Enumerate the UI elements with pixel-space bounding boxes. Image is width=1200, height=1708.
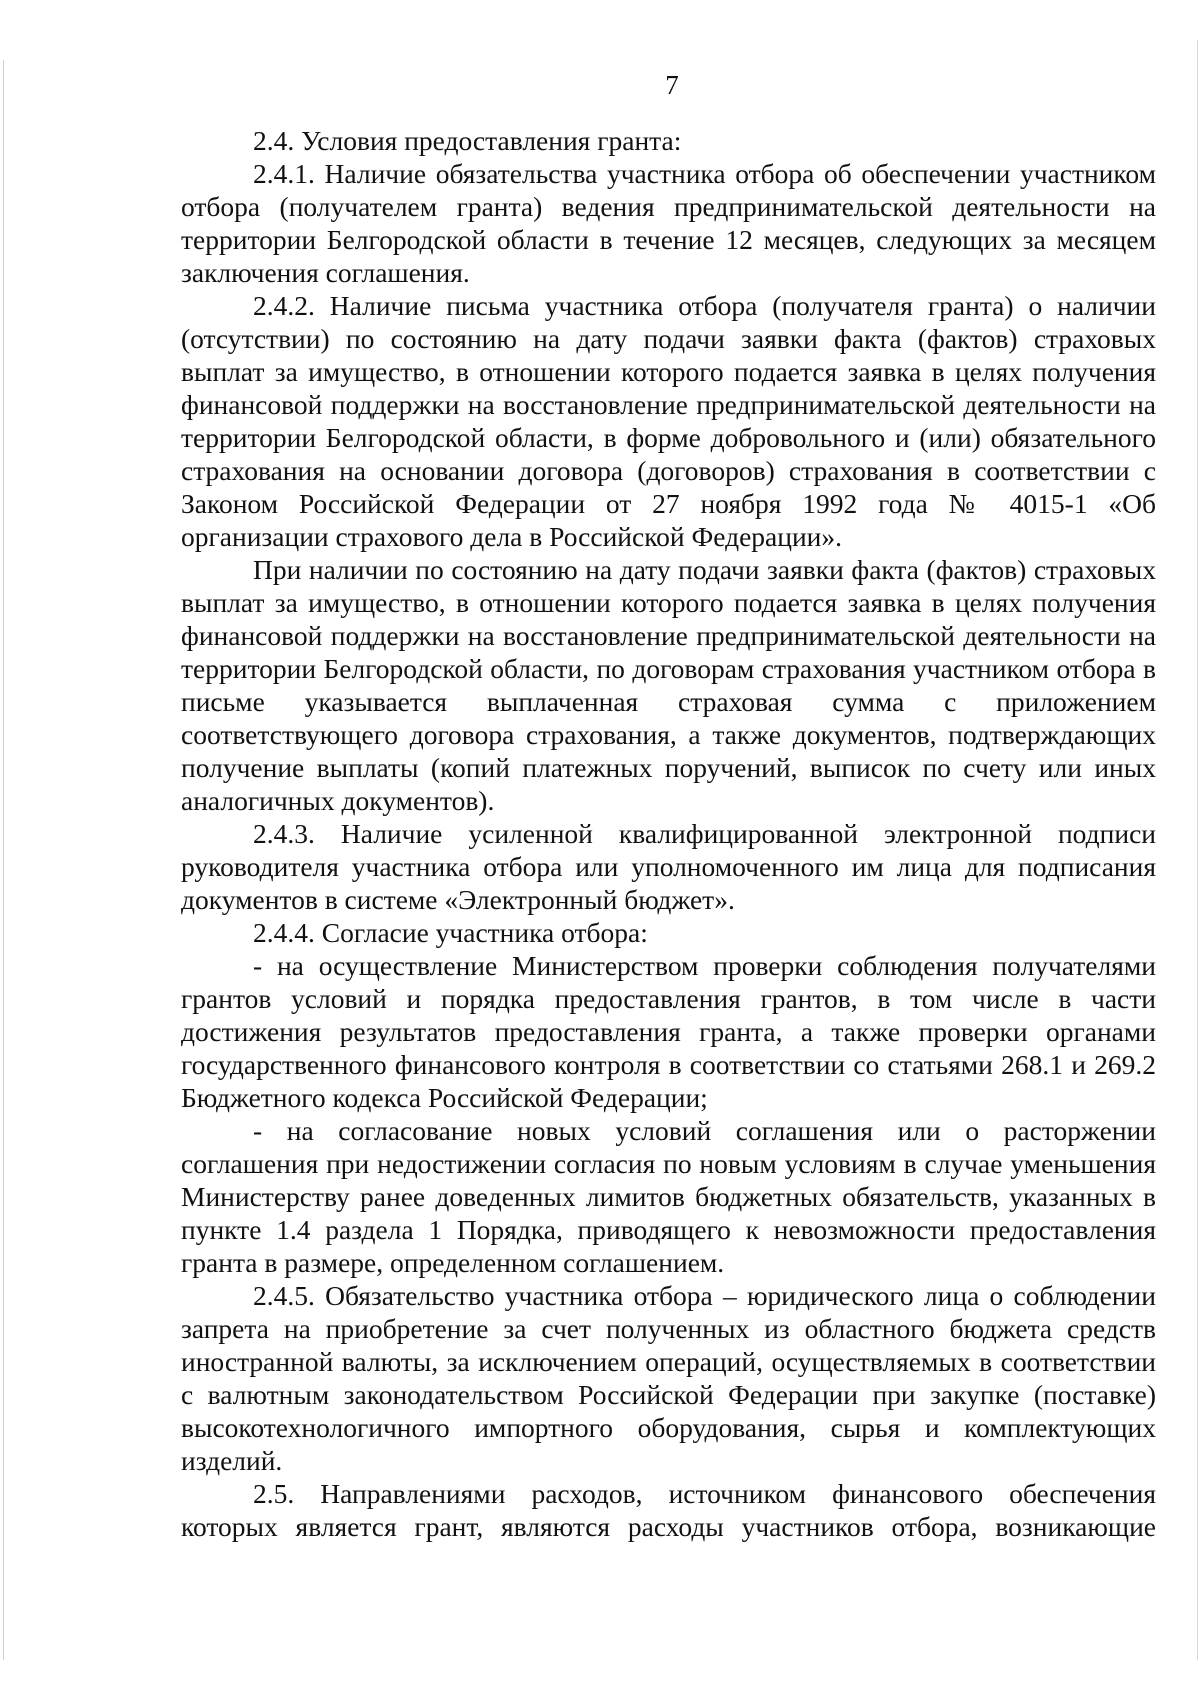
paragraph-insurance-payments: При наличии по состоянию на дату подачи заявки факта (фактов) страховых выплат за имущество, в отношении которого подается заявка в целях получения финансовой поддержки на восстановление предпринимательской деятельности на территории Белгородской области, по договорам страхования участником отбора в письме указывается выплаченная страховая сумма с приложением соответствующего договора страхования, а также документов, подтверждающих получение выплаты (копий платежных поручений, выписок по счету или иных аналогичных документов). xyxy=(181,554,1156,816)
scan-edge-left xyxy=(3,60,4,1660)
paragraph-consent-inspection: - на осуществление Министерством проверки соблюдения получателями грантов условий и порядка предоставления грантов, в том числе в части достижения результатов предоставления гранта, а также проверки органами государственного финансового контроля в соответствии со статьями 268.1 и 269.2 Бюджетного кодекса Российской Федерации; xyxy=(181,950,1156,1113)
paragraph-2-4-2: 2.4.2. Наличие письма участника отбора (получателя гранта) о наличии (отсутствии) по состоянию на дату подачи заявки факта (фактов) страховых выплат за имущество, в отношении которого подается заявка в целях получения финансовой поддержки на восстановление предпринимательской деятельности на территории Белгородской области, в форме добровольного и (или) обязательного страхования на основании договора (договоров) страхования в соответствии с Законом Российской Федерации от 27 ноября 1992 года № 4015-1 «Об организации страхового дела в Российской Федерации». xyxy=(181,290,1156,552)
scan-edge-right xyxy=(1197,40,1198,1660)
paragraph-2-4-5: 2.4.5. Обязательство участника отбора – юридического лица о соблюдении запрета на приобретение за счет полученных из областного бюджета средств иностранной валюты, за исключением операций, осуществляемых в соответствии с валютным законодательством Российской Федерации при закупке (поставке) высокотехнологичного импортного оборудования, сырья и комплектующих изделий. xyxy=(181,1280,1156,1476)
paragraph-2-4-1: 2.4.1. Наличие обязательства участника отбора об обеспечении участником отбора (получателем гранта) ведения предпринимательской деятельности на территории Белгородской области в течение 12 месяцев, следующих за месяцем заключения соглашения. xyxy=(181,158,1156,288)
document-body xyxy=(181,124,1156,1543)
paragraph-2-4: 2.4. Условия предоставления гранта: xyxy=(253,125,682,156)
paragraph-2-5: 2.5. Направлениями расходов, источником финансового обеспечения которых является грант, являются расходы участников отбора, возникающие xyxy=(181,1478,1156,1542)
page-number: 7 xyxy=(665,70,679,100)
paragraph-2-4-4: 2.4.4. Согласие участника отбора: xyxy=(253,917,648,948)
paragraph-2-4-3: 2.4.3. Наличие усиленной квалифицированной электронной подписи руководителя участника отбора или уполномоченного им лица для подписания документов в системе «Электронный бюджет». xyxy=(181,818,1156,915)
paragraph-consent-agreement: - на согласование новых условий соглашения или о расторжении соглашения при недостижении согласия по новым условиям в случае уменьшения Министерству ранее доведенных лимитов бюджетных обязательств, указанных в пункте 1.4 раздела 1 Порядка, приводящего к невозможности предоставления гранта в размере, определенном соглашением. xyxy=(181,1115,1156,1278)
